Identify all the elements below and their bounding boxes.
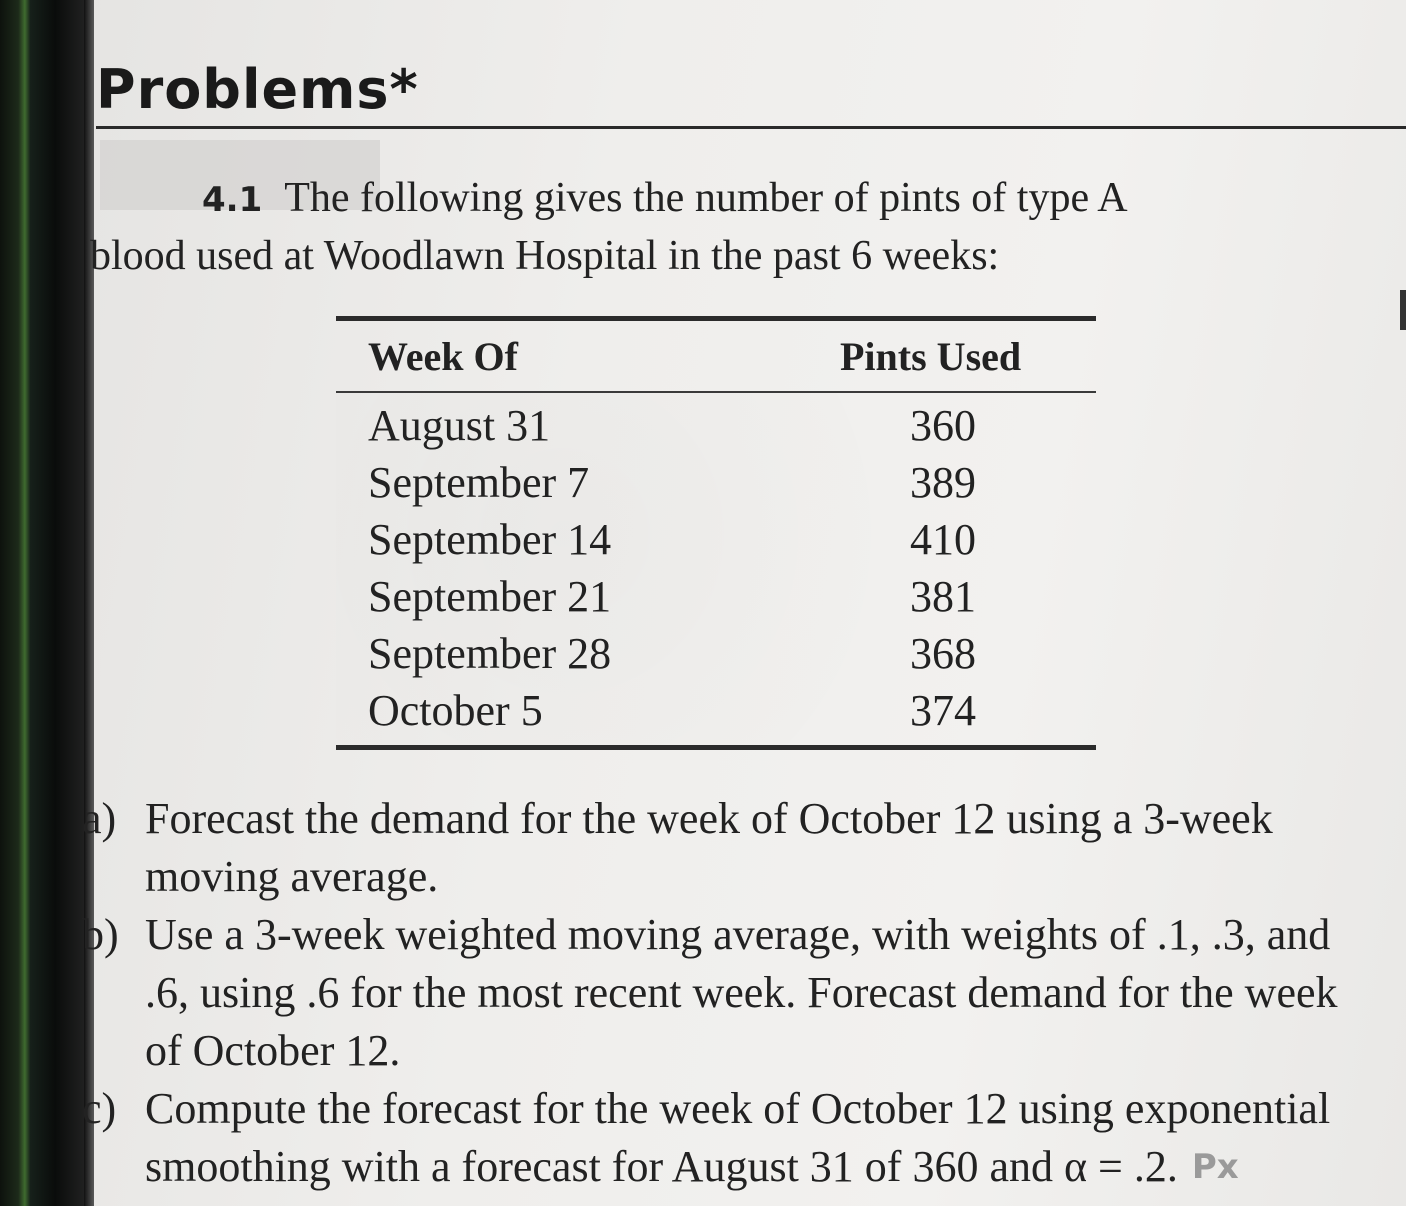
- part-text: Forecast the demand for the week of October 12 using a 3-week moving average.: [145, 794, 1273, 901]
- problem-text-line-2: blood used at Woodlawn Hospital in the past 6 weeks:: [90, 233, 1000, 279]
- table-bottom-rule: [336, 745, 1096, 750]
- part-text: Compute the forecast for the week of October 12 using exponential smoothing with a forecast for August 31 of 360 and α = .2.: [145, 1084, 1331, 1191]
- part-c-text: [145, 1080, 1372, 1196]
- cell-pints: 381: [910, 572, 976, 621]
- cell-pints: 389: [910, 458, 976, 507]
- cell-week: September 7: [368, 458, 590, 507]
- px-icon: Px: [1191, 1147, 1239, 1187]
- part-b: [82, 906, 1372, 1080]
- problem-line-1: [90, 170, 1350, 228]
- part-text: Use a 3-week weighted moving average, with weights of .1, .3, and .6, using .6 for the most recent week. Forecast demand for the week of October 12.: [145, 910, 1338, 1075]
- part-a: [82, 790, 1372, 906]
- table-row: [336, 511, 1096, 568]
- part-letter: a): [82, 794, 117, 843]
- problem-text-line-1: The following gives the number of pints of type A: [284, 175, 1128, 221]
- problem-number: 4.1: [202, 180, 263, 220]
- part-letter: c): [82, 1084, 117, 1133]
- table-row: [336, 454, 1096, 511]
- cell-week: August 31: [368, 401, 551, 450]
- cell-pints: 368: [910, 629, 976, 678]
- table-header-row: [336, 321, 1096, 391]
- margin-mark: [1400, 290, 1406, 330]
- part-letter: b): [82, 910, 119, 959]
- header-week-of: Week Of: [368, 333, 518, 379]
- question-parts: [82, 790, 1372, 1196]
- table-row: [336, 568, 1096, 625]
- cell-week: September 21: [368, 572, 612, 621]
- cell-pints: 410: [910, 515, 976, 564]
- part-c: [82, 1080, 1372, 1196]
- table-row: [336, 397, 1096, 454]
- problem-statement: [90, 170, 1350, 284]
- cell-week: October 5: [368, 686, 543, 735]
- cell-pints: 360: [910, 401, 976, 450]
- table-row: [336, 682, 1096, 739]
- header-pints-used: Pints Used: [840, 333, 1022, 379]
- cell-pints: 374: [910, 686, 976, 735]
- title-rule: [96, 126, 1406, 129]
- screen-bezel: [0, 0, 92, 1206]
- cell-week: September 14: [368, 515, 612, 564]
- section-title: Problems*: [96, 58, 419, 121]
- table-body: [336, 393, 1096, 745]
- blood-usage-table: [336, 316, 1096, 750]
- cell-week: September 28: [368, 629, 612, 678]
- table-row: [336, 625, 1096, 682]
